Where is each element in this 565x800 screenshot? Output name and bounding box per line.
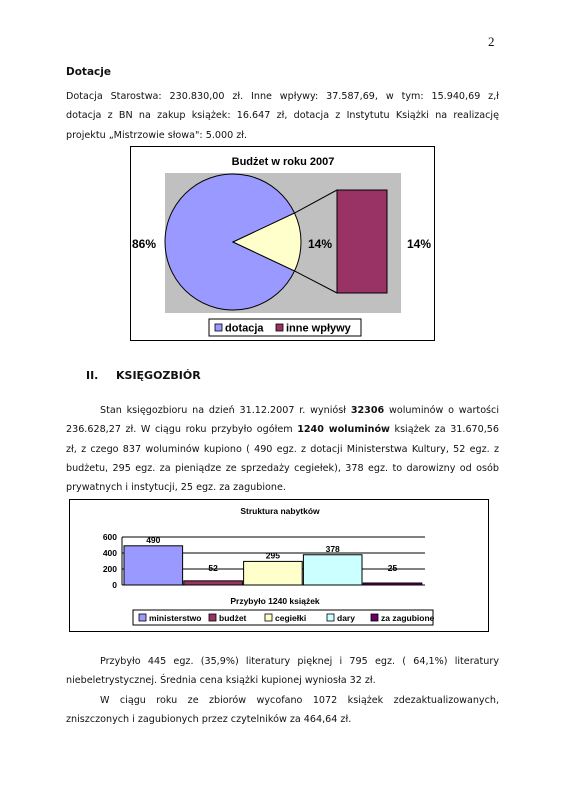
dotacje-line-2: dotacja z BN na zakup książek: 16.647 zł, dotacja z Instytutu Książki na realizację: [66, 110, 499, 122]
added-volumes: 1240 woluminów: [297, 424, 390, 436]
ksiegozbior-paragraph: [66, 401, 499, 497]
acquisitions-chart-svg: [70, 500, 490, 633]
bar-cegiełki: [244, 561, 303, 585]
nabytki-line-3: W ciągu roku ze zbiorów wycofano 1072 książek zdezaktualizowanych,: [100, 694, 499, 706]
section-heading: [86, 369, 201, 382]
ksiegozbior-line-2: [66, 420, 499, 439]
budget-label-86: 86%: [132, 237, 157, 251]
acquisitions-legend: [133, 610, 435, 625]
legend-label: ministerstwo: [149, 613, 202, 623]
legend-swatch-inne-wplywy: [276, 324, 283, 331]
ksiegozbior-line-1: [66, 401, 499, 420]
legend-swatch: [371, 614, 378, 621]
volume-count: 32306: [350, 405, 385, 416]
bar-ministerstwo: [124, 546, 183, 585]
ksiegozbior-line-5: prywatnych i instytucji, 25 egz. za zagubione.: [66, 482, 286, 494]
legend-label-dotacja: dotacja: [225, 322, 264, 335]
ksiegozbior-line-4: budżetu, 295 egz. za pieniądze ze sprzedaży cegiełek), 378 egz. to darowizny od osób: [66, 462, 499, 474]
legend-swatch: [265, 614, 272, 621]
bar-za-zagubione: [363, 583, 422, 585]
bar-data-label: 378: [325, 543, 340, 554]
page-number: 2: [488, 34, 495, 49]
dotacje-paragraph: [66, 87, 499, 145]
ksiegozbior-line-2-text-end: książek za 31.670,56: [389, 424, 500, 436]
bar-data-label: 490: [146, 534, 161, 545]
y-tick-label: 400: [102, 548, 117, 558]
legend-label: dary: [337, 613, 355, 623]
bar-budżet: [184, 581, 243, 585]
legend-label: cegiełki: [275, 613, 307, 623]
acquisitions-chart: [69, 499, 489, 632]
bar-data-label: 52: [208, 563, 218, 573]
dotacje-heading: Dotacje: [66, 66, 111, 78]
nabytki-line-4: zniszczonych i zagubionych przez czytelników za 464,64 zł.: [66, 713, 352, 725]
acquisitions-chart-title: Struktura nabytków: [240, 506, 320, 516]
budget-label-14-right: 14%: [407, 237, 432, 251]
legend-label: budżet: [219, 613, 247, 623]
nabytki-line-2: niebeletrystycznej. Średnia cena książki kupionej wyniosła 32 zł.: [66, 675, 376, 687]
budget-pie: [165, 174, 301, 310]
acquisitions-x-label: Przybyło 1240 książek: [230, 596, 320, 606]
y-tick-label: 0: [112, 580, 117, 590]
bar-data-label: 295: [265, 550, 280, 561]
section-title: KSIĘGOZBIÓR: [116, 369, 201, 382]
y-tick-label: 600: [102, 532, 117, 542]
nabytki-line-1: Przybyło 445 egz. (35,9%) literatury pięknej i 795 egz. ( 64,1%) literatury: [100, 656, 499, 667]
ksiegozbior-line-3: zł, z czego 837 woluminów kupiono ( 490 egz. z dotacji Ministerstwa Kultury, 52 egz. z: [66, 443, 499, 455]
budget-chart-title: Budżet w roku 2007: [231, 156, 335, 168]
budget-legend: [209, 319, 361, 336]
acquisitions-y-axis: [103, 532, 117, 590]
legend-swatch: [327, 614, 334, 621]
ksiegozbior-line-1-text: Stan księgozbioru na dzień 31.12.2007 r. wyniósł: [100, 405, 351, 416]
legend-label-inne-wplywy: inne wpływy: [286, 322, 351, 335]
y-tick-label: 200: [102, 564, 117, 574]
section-number: II.: [86, 369, 99, 382]
bar-data-label: 25: [387, 563, 398, 573]
legend-label: za zagubione: [381, 613, 435, 623]
legend-swatch: [209, 614, 216, 621]
ksiegozbior-line-1-text-end: woluminów o wartości: [384, 405, 499, 416]
budget-bar-of-pie: [337, 190, 387, 293]
ksiegozbior-line-2-text: 236.628,27 zł. W ciągu roku przybyło ogółem: [66, 424, 298, 436]
nabytki-paragraph: [66, 652, 499, 729]
dotacje-line-3: projektu „Mistrzowie słowa": 5.000 zł.: [66, 129, 248, 141]
budget-chart: [130, 146, 435, 341]
dotacje-line-1: Dotacja Starostwa: 230.830,00 zł. Inne wpływy: 37.587,69, w tym: 15.940,69 z,ł: [66, 91, 499, 102]
legend-swatch-dotacja: [215, 324, 222, 331]
bar-dary: [303, 555, 362, 585]
budget-label-14-center: 14%: [308, 237, 333, 251]
legend-swatch: [139, 614, 146, 621]
budget-chart-svg: [131, 147, 436, 342]
